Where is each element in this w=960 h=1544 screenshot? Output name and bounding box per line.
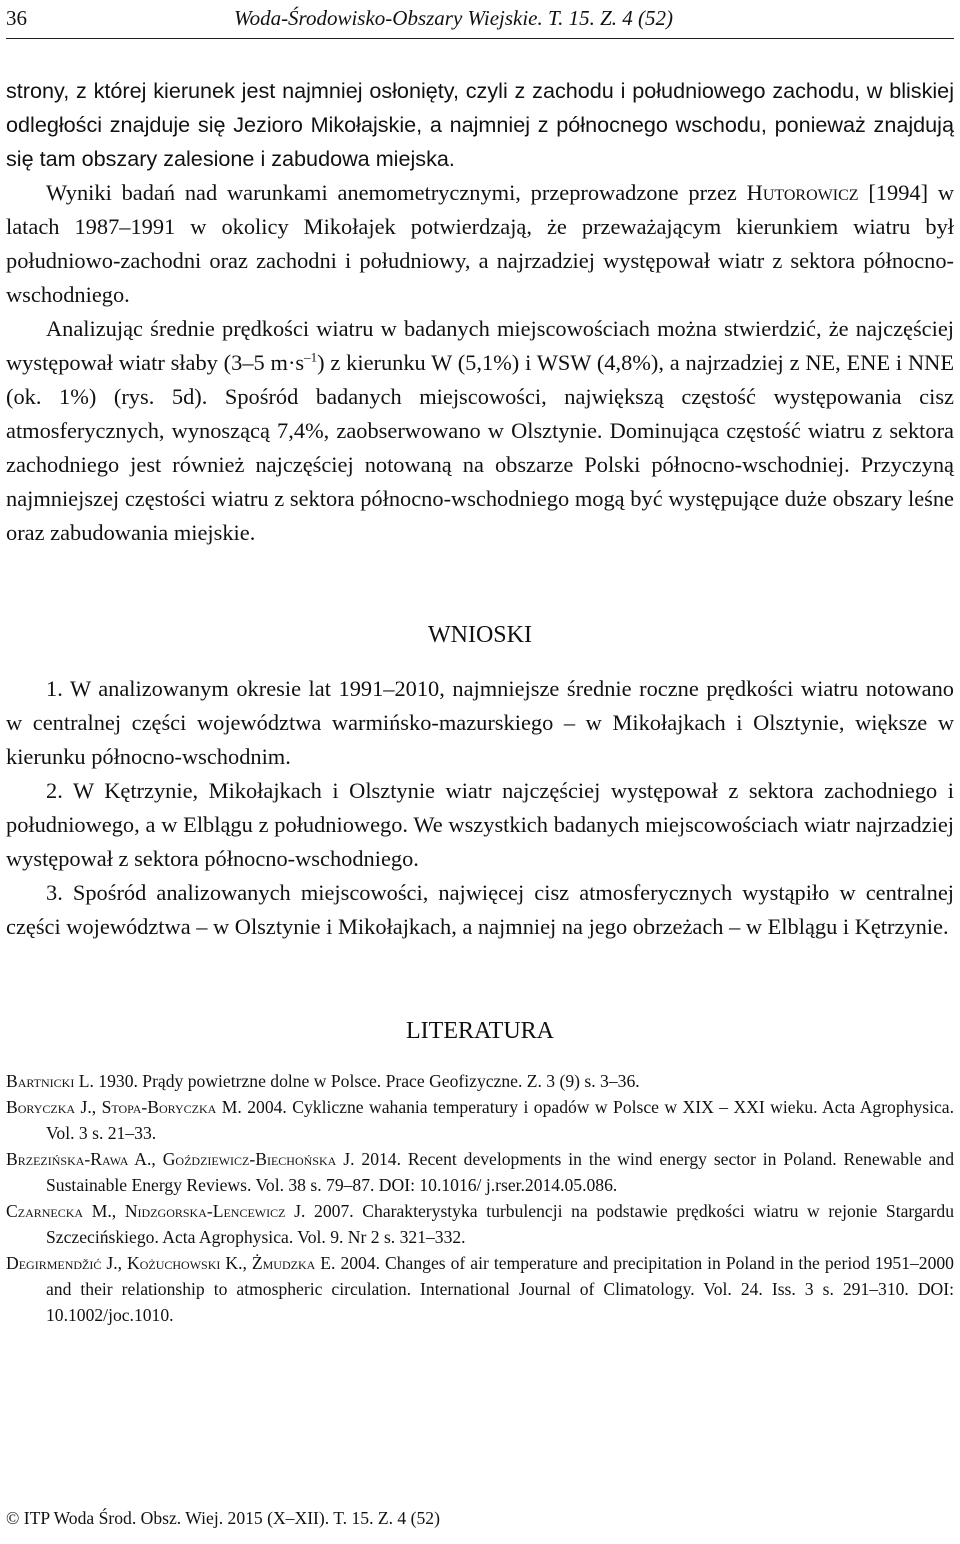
reference-details: 2004. Changes of air temperature and precipitation in Poland in the period 1951–2000 and their relationship to atmospheric circulation. International Journal of Climatology. Vol. 24. Iss. 3 s. 291–310. DOI: 10.1002/joc.1010. <box>46 1253 954 1325</box>
reference-details: 1930. Prądy powietrzne dolne w Polsce. Prace Geofizyczne. Z. 3 (9) s. 3–36. <box>98 1071 640 1091</box>
paragraph-text: Analizując średnie prędkości wiatru w badanych miejscowościach można stwierdzić, że najczęściej występował wiatr słaby (3–5 m·s <box>6 316 954 375</box>
reference-details: 2007. Charakterystyka turbulencji na podstawie prędkości wiatru w rejonie Stargardu Szczecińskiego. Acta Agrophysica. Vol. 9. Nr 2 s. 321–332. <box>46 1201 955 1247</box>
page-number: 36 <box>6 6 27 30</box>
conclusion-item: 2. W Kętrzynie, Mikołajkach i Olsztynie wiatr najczęściej występował z sektora zachodniego i południowego, a w Elblągu z południowego. We wszystkich badanych miejscowościach wiatr najrzadziej występował z sektora północno-wschodniego. <box>6 778 954 871</box>
reference-authors: Degirmendžić J., Kożuchowski K., Żmudzka E. <box>6 1253 336 1273</box>
journal-running-title: Woda-Środowisko-Obszary Wiejskie. T. 15. Z. 4 (52) <box>234 6 674 30</box>
copyright-footer: © ITP Woda Środ. Obsz. Wiej. 2015 (X–XII). T. 15. Z. 4 (52) <box>6 1508 440 1528</box>
reference-item <box>6 1068 954 1094</box>
reference-item <box>6 1094 954 1146</box>
reference-authors: Brzezińska-Rawa A., Goździewicz-Biechońska J. <box>6 1149 355 1169</box>
reference-item <box>6 1198 954 1250</box>
paragraph-text: [1994] w latach 1987–1991 w okolicy Mikołajek potwierdzają, że przeważającym kierunkiem wiatru był południowo-zachodni oraz zachodni i południowy, a najrzadziej występował wiatr z sektora północno-wschodniego. <box>6 180 954 307</box>
section-heading-conclusions: WNIOSKI <box>428 622 532 648</box>
conclusion-item: 3. Spośród analizowanych miejscowości, najwięcej cisz atmosferycznych wystąpiło w centralnej części województwa – w Olsztynie i Mikołajkach, a najmniej na jego obrzeżach – w Elblągu i Kętrzynie. <box>6 880 954 939</box>
reference-list <box>6 1068 954 1328</box>
reference-authors: Czarnecka M., Nidzgorska-Lencewicz J. <box>6 1201 306 1221</box>
reference-details: 2014. Recent developments in the wind energy sector in Poland. Renewable and Sustainable Energy Reviews. Vol. 38 s. 79–87. DOI: 10.1016/ j.rser.2014.05.086. <box>46 1149 954 1195</box>
paragraph-continued: strony, z której kierunek jest najmniej osłonięty, czyli z zachodu i południowego zachodu, w bliskiej odległości znajduje się Jezioro Mikołajskie, a najmniej z północnego wschodu, ponieważ znajdują się tam obszary zalesione i zabudowa miejska. <box>6 78 954 171</box>
reference-authors: Bartnicki L. <box>6 1071 94 1091</box>
reference-item <box>6 1146 954 1198</box>
paragraph-text: ) z kierunku W (5,1%) i WSW (4,8%), a najrzadziej z NE, ENE i NNE (ok. 1%) (rys. 5d). Spośród badanych miejscowości, największą częstość występowania cisz atmosferycznych, wynoszącą 7,4%, zaobserwowano w Olsztynie. Dominująca częstość wiatru z sektora zachodniego jest również najczęściej notowaną na obszarze Polski północno-wschodniej. Przyczyną najmniejszej częstości wiatru z sektora północno-wschodniego mogą być występujące duże obszary leśne oraz zabudowania miejskie. <box>6 350 954 545</box>
reference-authors: Boryczka J., Stopa-Boryczka M. <box>6 1097 242 1117</box>
section-heading-literature: LITERATURA <box>406 1018 554 1044</box>
conclusion-item: 1. W analizowanym okresie lat 1991–2010, najmniejsze średnie roczne prędkości wiatru notowano w centralnej części województwa warmińsko-mazurskiego – w Mikołajkach i Olsztynie, większe w kierunku północno-wschodnim. <box>6 676 954 769</box>
reference-item <box>6 1250 954 1328</box>
running-header <box>6 6 954 39</box>
paragraph-text: Wyniki badań nad warunkami anemometrycznymi, przeprowadzone przez <box>46 180 737 205</box>
page-body <box>6 74 954 1328</box>
reference-details: 2004. Cykliczne wahania temperatury i opadów w Polsce w XIX – XXI wieku. Acta Agrophysica. Vol. 3 s. 21–33. <box>46 1097 955 1143</box>
unit-exponent: –1 <box>304 349 318 365</box>
paragraph-wind-studies <box>6 176 954 312</box>
paragraph-wind-speed <box>6 312 954 550</box>
cited-author: Hutorowicz <box>746 180 859 205</box>
